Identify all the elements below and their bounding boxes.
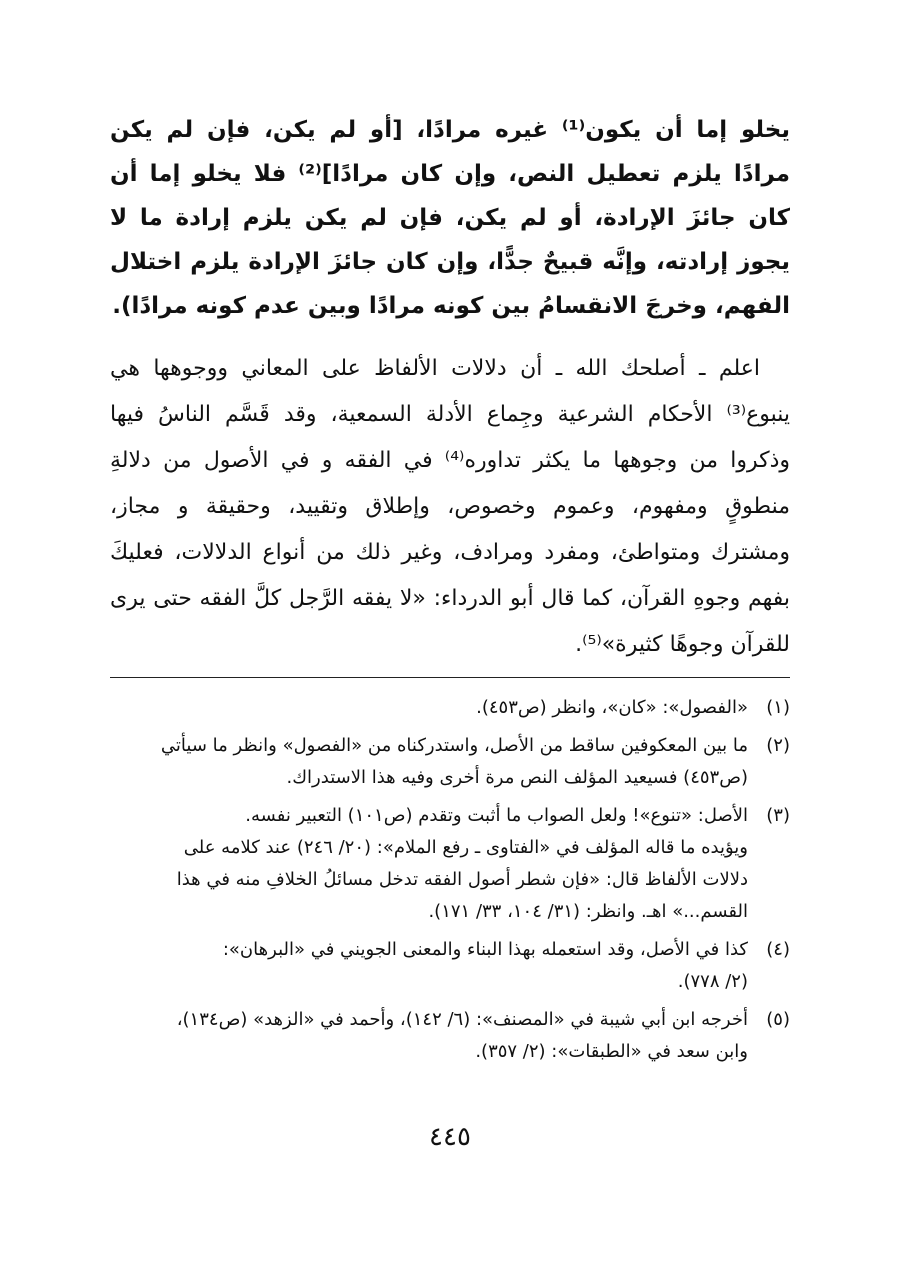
footnote-line: ويؤيده ما قاله المؤلف في «الفتاوى ـ رفع الملام»: (٢٠/ ٢٤٦) عند كلامه على xyxy=(183,837,748,858)
footnote-number: (١) xyxy=(766,697,790,718)
footnote-5 xyxy=(110,1004,790,1068)
footnote-line: دلالات الألفاظ قال: «فإن شطر أصول الفقه تدخل مسائلُ الخلافِ منه في هذا xyxy=(176,869,748,890)
footnote-line: (٢/ ٧٧٨). xyxy=(677,971,748,992)
footnote-number: (٢) xyxy=(766,735,790,756)
footnote-1 xyxy=(110,692,790,724)
footnote-line: الأصل: «تنوع»! ولعل الصواب ما أثبت وتقدم (ص١٠١) التعبير نفسه. xyxy=(245,805,748,826)
footnote-2 xyxy=(110,730,790,794)
footnotes xyxy=(110,692,790,1074)
main-text xyxy=(110,108,790,668)
footnote-separator xyxy=(110,677,790,678)
footnote-line: (ص٤٥٣) فسيعيد المؤلف النص مرة أخرى وفيه هذا الاستدراك. xyxy=(286,767,748,788)
footnote-line: وابن سعد في «الطبقات»: (٢/ ٣٥٧). xyxy=(475,1041,748,1062)
bold-paragraph: يخلو إما أن يكون⁽¹⁾ غيره مرادًا، [أو لم يكن، فإن لم يكن مرادًا يلزم تعطيل النص، وإن كان مرادًا]⁽²⁾ فلا يخلو إما أن كان جائزَ الإرادة، أو لم يكن، فإن لم يكن يلزم إرادة ما لا يجوز إرادته، وإنَّه قبيحٌ جدًّا، وإن كان جائزَ الإرادة يلزم اختلال الفهم، وخرجَ الانقسامُ بين كونه مرادًا وبين عدم كونه مرادًا). xyxy=(110,117,791,319)
footnote-number: (٤) xyxy=(766,939,790,960)
footnote-number: (٣) xyxy=(766,805,790,826)
footnote-number: (٥) xyxy=(766,1009,790,1030)
footnote-line: أخرجه ابن أبي شيبة في «المصنف»: (٦/ ١٤٢)، وأحمد في «الزهد» (ص١٣٤)، xyxy=(176,1009,748,1030)
footnote-line: «الفصول»: «كان»، وانظر (ص٤٥٣). xyxy=(476,697,748,718)
footnote-line: ما بين المعكوفين ساقط من الأصل، واستدركناه من «الفصول» وانظر ما سيأتي xyxy=(160,735,748,756)
footnote-line: كذا في الأصل، وقد استعمله بهذا البناء والمعنى الجويني في «البرهان»: xyxy=(222,939,748,960)
body-paragraph: اعلم ـ أصلحك الله ـ أن دلالات الألفاظ على المعاني ووجوهها هي ينبوع⁽³⁾ الأحكام الشرعية وجِماع الأدلة السمعية، وقد قَسَّم الناسُ فيها وذكروا من وجوهها ما يكثر تداوره⁽⁴⁾ في الفقه و في الأصول من دلالةِ منطوقٍ ومفهوم، وعموم وخصوص، وإطلاق وتقييد، وحقيقة و مجاز، ومشترك ومتواطئ، ومفرد ومرادف، وغير ذلك من أنواع الدلالات، فعليكَ بفهم وجوهِ القرآن، كما قال أبو الدرداء: «لا يفقه الرَّجل كلَّ الفقه حتى يرى للقرآن وجوهًا كثيرة»⁽⁵⁾. xyxy=(110,356,790,657)
page-number: ٤٤٥ xyxy=(429,1122,471,1152)
footnote-4 xyxy=(110,934,790,998)
footnote-3 xyxy=(110,800,790,928)
footnote-line: القسم...» اهـ. وانظر: (٣١/ ١٠٤، ٣٣/ ١٧١). xyxy=(428,901,748,922)
